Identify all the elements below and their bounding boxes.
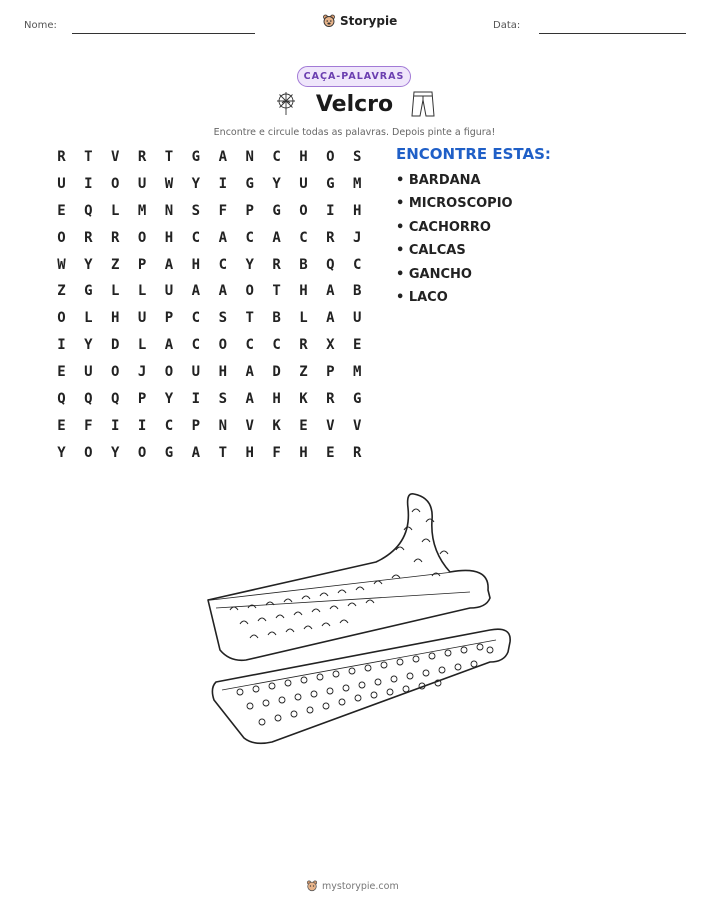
grid-letter[interactable]: I (84, 175, 93, 192)
grid-letter[interactable]: P (164, 310, 174, 327)
grid-letter[interactable]: U (191, 364, 201, 381)
grid-letter[interactable]: Q (84, 391, 93, 408)
grid-letter[interactable]: M (353, 175, 362, 192)
grid-letter[interactable]: Y (164, 391, 174, 408)
grid-letter[interactable]: E (326, 444, 335, 461)
grid-letter[interactable]: Q (57, 391, 66, 408)
grid-letter[interactable]: R (272, 256, 281, 273)
grid-letter[interactable]: R (84, 229, 93, 246)
grid-letter[interactable]: U (299, 175, 308, 192)
grid-letter[interactable]: G (164, 444, 174, 461)
grid-letter[interactable]: G (353, 391, 362, 408)
grid-letter[interactable]: O (111, 175, 120, 192)
grid-letter[interactable]: H (111, 310, 120, 327)
grid-letter[interactable]: A (164, 337, 174, 354)
grid-letter[interactable]: O (111, 364, 120, 381)
grid-letter[interactable]: H (272, 391, 281, 408)
grid-letter[interactable]: U (353, 310, 362, 327)
grid-letter[interactable]: H (353, 202, 362, 219)
grid-letter[interactable]: P (191, 417, 201, 434)
brand-logo (322, 14, 397, 28)
grid-letter[interactable]: O (299, 202, 308, 219)
grid-letter[interactable]: K (272, 417, 281, 434)
grid-letter[interactable]: U (137, 310, 147, 327)
grid-letter[interactable]: Q (326, 256, 335, 273)
grid-letter[interactable]: U (84, 364, 93, 381)
word-item: • MICROSCOPIO (396, 196, 513, 212)
grid-letter[interactable]: Q (111, 391, 120, 408)
grid-letter[interactable]: L (137, 283, 147, 300)
grid-letter[interactable]: Y (84, 337, 93, 354)
grid-letter[interactable]: A (272, 229, 281, 246)
grid-letter[interactable]: O (137, 444, 147, 461)
grid-letter[interactable]: L (137, 337, 147, 354)
grid-letter[interactable]: S (191, 202, 201, 219)
grid-letter[interactable]: W (57, 256, 66, 273)
grid-letter[interactable]: V (111, 149, 120, 165)
grid-letter[interactable]: P (245, 202, 254, 219)
grid-letter[interactable]: F (272, 444, 281, 461)
grid-letter[interactable]: V (245, 417, 254, 434)
grid-letter[interactable]: M (137, 202, 147, 219)
word-item: • BARDANA (396, 173, 481, 188)
grid-letter[interactable]: A (326, 283, 335, 300)
grid-letter[interactable]: R (326, 391, 335, 408)
grid-letter[interactable]: C (299, 229, 308, 246)
grid-letter[interactable]: C (245, 337, 254, 354)
grid-letter[interactable]: M (353, 364, 362, 381)
grid-letter[interactable]: U (164, 283, 174, 300)
grid-letter[interactable]: I (111, 417, 120, 434)
grid-row (48, 202, 371, 229)
grid-letter[interactable]: K (299, 391, 308, 408)
grid-letter[interactable]: H (218, 364, 227, 381)
grid-letter[interactable]: U (57, 175, 66, 192)
pants-icon (410, 90, 436, 118)
activity-badge: CAÇA-PALAVRAS (297, 66, 411, 87)
grid-letter[interactable]: J (137, 364, 147, 381)
grid-row (48, 390, 371, 417)
grid-letter[interactable]: A (218, 149, 227, 165)
grid-letter[interactable]: I (137, 417, 147, 434)
grid-letter[interactable]: R (57, 149, 66, 165)
grid-letter[interactable]: P (137, 391, 147, 408)
grid-letter[interactable]: G (245, 175, 254, 192)
word-list (396, 172, 513, 312)
grid-letter[interactable]: T (272, 283, 281, 300)
grid-letter[interactable]: A (164, 256, 174, 273)
grid-letter[interactable]: B (353, 283, 362, 300)
grid-row (48, 282, 371, 309)
grid-letter[interactable]: D (272, 364, 281, 381)
word-item: • CACHORRO (396, 219, 491, 235)
grid-letter[interactable]: F (218, 202, 227, 219)
bear-logo-icon (306, 880, 318, 892)
page-title: Velcro (315, 92, 394, 117)
grid-letter[interactable]: T (218, 444, 227, 461)
grid-letter[interactable]: T (164, 149, 174, 165)
grid-letter[interactable]: Y (245, 256, 254, 273)
grid-letter[interactable]: H (164, 229, 174, 246)
grid-letter[interactable]: C (245, 229, 254, 246)
grid-letter[interactable]: A (191, 444, 201, 461)
grid-letter[interactable]: Y (57, 444, 66, 461)
grid-letter[interactable]: R (326, 229, 335, 246)
grid-letter[interactable]: Y (111, 444, 120, 461)
grid-letter[interactable]: O (57, 310, 66, 327)
grid-letter[interactable]: U (137, 175, 147, 192)
grid-row (48, 148, 371, 175)
grid-letter[interactable]: A (245, 391, 254, 408)
grid-letter[interactable]: N (245, 149, 254, 165)
grid-row (48, 175, 371, 202)
date-field[interactable] (539, 33, 686, 34)
brand-name: Storypie (340, 14, 398, 28)
grid-letter[interactable]: R (111, 229, 120, 246)
grid-letter[interactable]: E (57, 417, 66, 434)
grid-letter[interactable]: W (164, 175, 174, 192)
grid-letter[interactable]: N (218, 417, 227, 434)
word-search-grid (48, 148, 371, 471)
grid-row (48, 363, 371, 390)
velcro-illustration (200, 490, 520, 750)
footer-url[interactable]: mystorypie.com (322, 880, 399, 892)
grid-letter[interactable]: G (326, 175, 335, 192)
grid-letter[interactable]: V (326, 417, 335, 434)
grid-letter[interactable]: B (299, 256, 308, 273)
grid-letter[interactable]: O (137, 229, 147, 246)
grid-row (48, 229, 371, 256)
grid-letter[interactable]: C (191, 310, 201, 327)
name-field[interactable] (72, 33, 255, 34)
grid-letter[interactable]: I (191, 391, 201, 408)
grid-letter[interactable]: E (353, 337, 362, 354)
grid-letter[interactable]: L (299, 310, 308, 327)
instructions: Encontre e circule todas as palavras. Depois pinte a figura! (213, 127, 496, 138)
grid-letter[interactable]: I (218, 175, 227, 192)
grid-letter[interactable]: O (245, 283, 254, 300)
grid-letter[interactable]: O (326, 149, 335, 165)
word-item: • CALCAS (396, 243, 466, 259)
grid-letter[interactable]: C (218, 256, 227, 273)
grid-letter[interactable]: E (299, 417, 308, 434)
bear-logo-icon (322, 14, 336, 28)
grid-letter[interactable]: R (137, 149, 147, 165)
grid-letter[interactable]: L (111, 202, 120, 219)
grid-letter[interactable]: N (164, 202, 174, 219)
grid-letter[interactable]: C (164, 417, 174, 434)
grid-letter[interactable]: C (353, 256, 362, 273)
grid-letter[interactable]: S (218, 310, 227, 327)
grid-letter[interactable]: F (84, 417, 93, 434)
grid-letter[interactable]: Z (299, 364, 308, 381)
grid-letter[interactable]: C (272, 337, 281, 354)
word-list-title: ENCONTRE ESTAS: (396, 145, 551, 163)
grid-letter[interactable]: T (84, 149, 93, 165)
grid-letter[interactable]: A (218, 283, 227, 300)
grid-letter[interactable]: R (299, 337, 308, 354)
grid-letter[interactable]: P (137, 256, 147, 273)
grid-letter[interactable]: L (111, 283, 120, 300)
grid-letter[interactable]: G (272, 202, 281, 219)
grid-letter[interactable]: Z (111, 256, 120, 273)
grid-letter[interactable]: D (111, 337, 120, 354)
grid-letter[interactable]: G (191, 149, 201, 165)
grid-letter[interactable]: Y (272, 175, 281, 192)
date-label: Data: (493, 20, 521, 31)
grid-letter[interactable]: O (218, 337, 227, 354)
grid-letter[interactable]: G (84, 283, 93, 300)
grid-row (48, 256, 371, 283)
grid-letter[interactable]: C (191, 229, 201, 246)
grid-letter[interactable]: A (245, 364, 254, 381)
grid-letter[interactable]: S (353, 149, 362, 165)
grid-letter[interactable]: Y (84, 256, 93, 273)
grid-letter[interactable]: V (353, 417, 362, 434)
grid-letter[interactable]: O (84, 444, 93, 461)
grid-letter[interactable]: Y (191, 175, 201, 192)
grid-row (48, 309, 371, 336)
footer (306, 880, 399, 892)
grid-letter[interactable]: O (57, 229, 66, 246)
grid-letter[interactable]: C (272, 149, 281, 165)
grid-letter[interactable]: H (299, 149, 308, 165)
word-item: • LACO (396, 289, 448, 305)
grid-letter[interactable]: H (245, 444, 254, 461)
grid-letter[interactable]: A (326, 310, 335, 327)
grid-letter[interactable]: T (245, 310, 254, 327)
grid-letter[interactable]: C (191, 337, 201, 354)
grid-letter[interactable]: I (57, 337, 66, 354)
grid-letter[interactable]: A (191, 283, 201, 300)
grid-row (48, 444, 371, 471)
grid-letter[interactable]: E (57, 202, 66, 219)
grid-letter[interactable]: H (191, 256, 201, 273)
grid-letter[interactable]: A (218, 229, 227, 246)
grid-letter[interactable]: H (299, 444, 308, 461)
grid-row (48, 336, 371, 363)
grid-letter[interactable]: B (272, 310, 281, 327)
grid-letter[interactable]: I (326, 202, 335, 219)
grid-letter[interactable]: E (57, 364, 66, 381)
grid-letter[interactable]: X (326, 337, 335, 354)
word-item: • GANCHO (396, 266, 472, 282)
grid-letter[interactable]: O (164, 364, 174, 381)
grid-letter[interactable]: H (299, 283, 308, 300)
grid-letter[interactable]: R (353, 444, 362, 461)
grid-letter[interactable]: S (218, 391, 227, 408)
grid-letter[interactable]: J (353, 229, 362, 246)
grid-row (48, 417, 371, 444)
grid-letter[interactable]: L (84, 310, 93, 327)
grid-letter[interactable]: Z (57, 283, 66, 300)
name-label: Nome: (24, 20, 57, 31)
grid-letter[interactable]: P (326, 364, 335, 381)
grid-letter[interactable]: Q (84, 202, 93, 219)
